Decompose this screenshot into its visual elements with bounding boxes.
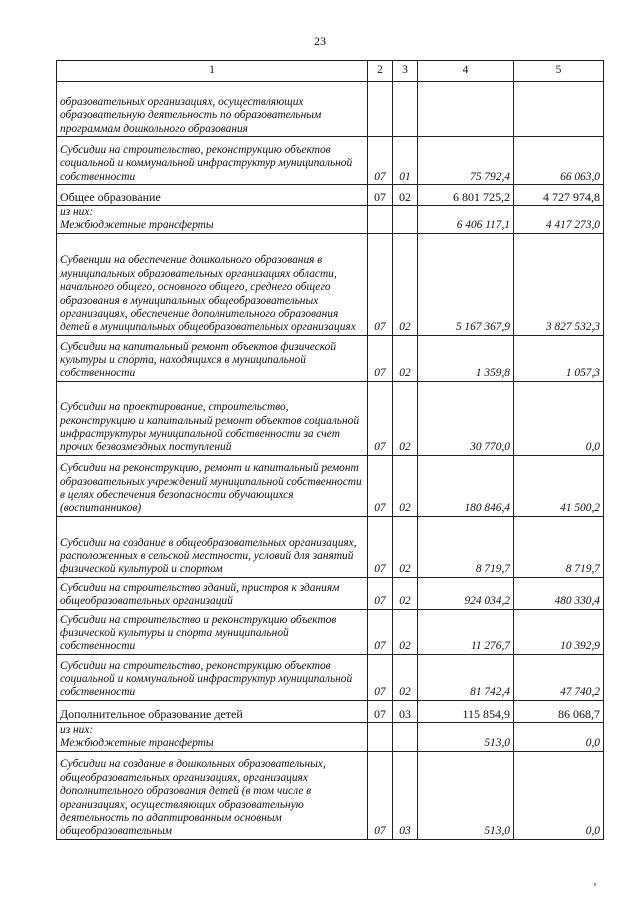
row-name: образовательных организациях, осуществляющих образовательную деятельность по образовательным программам дошкольного образования bbox=[57, 82, 368, 137]
table-row bbox=[57, 335, 604, 381]
row-name: Субсидии на создание в общеобразовательных организациях, расположенных в сельской местности, условий для занятий физической культурой и спортом bbox=[57, 516, 368, 577]
row-subsection bbox=[393, 722, 418, 751]
row-name: Субсидии на создание в дошкольных образовательных, общеобразовательных организациях, организациях дополнительного образования детей (в том числе в организациях, осуществляющих образовательную деятельность по адаптированным основным общеобразовательным bbox=[57, 751, 368, 839]
row-section: 07 bbox=[368, 577, 393, 609]
row-subsection bbox=[393, 82, 418, 137]
row-subsection: 01 bbox=[393, 137, 418, 185]
row-section: 07 bbox=[368, 516, 393, 577]
row-value-col4: 513,0 bbox=[418, 722, 514, 751]
row-name: Субсидии на строительство, реконструкцию объектов социальной и коммунальной инфраструктур муниципальной собственности bbox=[57, 137, 368, 185]
row-subsection: 02 bbox=[393, 577, 418, 609]
table-row bbox=[57, 206, 604, 234]
table-row bbox=[57, 233, 604, 335]
row-value-col4: 924 034,2 bbox=[418, 577, 514, 609]
row-value-col5: 4 417 273,0 bbox=[514, 206, 604, 234]
row-subsection: 02 bbox=[393, 185, 418, 206]
row-subsection bbox=[393, 206, 418, 234]
row-name: Субсидии на проектирование, строительство, реконструкцию и капитальный ремонт объектов социальной инфраструктуры муниципальной собственности за счет прочих безвозмездных поступлений bbox=[57, 381, 368, 455]
row-value-col4: 115 854,9 bbox=[418, 700, 514, 722]
row-name-prefix: из них: bbox=[60, 206, 94, 218]
row-section: 07 bbox=[368, 233, 393, 335]
row-section: 07 bbox=[368, 381, 393, 455]
page-number: 23 bbox=[314, 34, 326, 48]
row-subsection: 02 bbox=[393, 233, 418, 335]
table-row-section bbox=[57, 700, 604, 722]
header-col-2: 2 bbox=[368, 61, 393, 82]
row-value-col5: 3 827 532,3 bbox=[514, 233, 604, 335]
row-value-col4: 11 276,7 bbox=[418, 609, 514, 654]
row-name: Дополнительное образование детей bbox=[57, 700, 368, 722]
table-row bbox=[57, 516, 604, 577]
row-value-col5: 8 719,7 bbox=[514, 516, 604, 577]
row-name: Субсидии на капитальный ремонт объектов физической культуры и спорта, находящихся в муниципальной собственности bbox=[57, 335, 368, 381]
row-value-col4: 81 742,4 bbox=[418, 654, 514, 700]
table-row bbox=[57, 577, 604, 609]
table-row bbox=[57, 137, 604, 185]
row-name-main: Межбюджетные трансферты bbox=[60, 219, 214, 232]
row-value-col4: 5 167 367,9 bbox=[418, 233, 514, 335]
row-value-col5: 0,0 bbox=[514, 381, 604, 455]
header-col-5: 5 bbox=[514, 61, 604, 82]
row-value-col5: 47 740,2 bbox=[514, 654, 604, 700]
row-name bbox=[57, 722, 368, 751]
row-value-col4: 6 406 117,1 bbox=[418, 206, 514, 234]
table-row bbox=[57, 609, 604, 654]
row-value-col4: 8 719,7 bbox=[418, 516, 514, 577]
row-section: 07 bbox=[368, 751, 393, 839]
row-section: 07 bbox=[368, 609, 393, 654]
row-value-col4: 30 770,0 bbox=[418, 381, 514, 455]
row-section: 07 bbox=[368, 654, 393, 700]
row-name bbox=[57, 206, 368, 234]
row-value-col4: 75 792,4 bbox=[418, 137, 514, 185]
row-subsection: 02 bbox=[393, 455, 418, 516]
row-value-col5: 66 063,0 bbox=[514, 137, 604, 185]
row-value-col5: 41 500,2 bbox=[514, 455, 604, 516]
row-subsection: 03 bbox=[393, 751, 418, 839]
row-section: 07 bbox=[368, 700, 393, 722]
row-subsection: 02 bbox=[393, 381, 418, 455]
row-value-col4: 513,0 bbox=[418, 751, 514, 839]
row-section bbox=[368, 82, 393, 137]
row-name: Субвенции на обеспечение дошкольного образования в муниципальных образовательных организациях области, начального общего, основного общего, среднего общего образования в муниципальных общеобразовательных организациях, обеспечение дополнительного образования детей в муниципальных общеобразовательных организациях bbox=[57, 233, 368, 335]
header-col-1: 1 bbox=[57, 61, 368, 82]
row-value-col5: 480 330,4 bbox=[514, 577, 604, 609]
row-value-col4: 6 801 725,2 bbox=[418, 185, 514, 206]
row-name: Субсидии на строительство зданий, пристроя к зданиям общеобразовательных организаций bbox=[57, 577, 368, 609]
row-section: 07 bbox=[368, 455, 393, 516]
row-section bbox=[368, 206, 393, 234]
scan-mark bbox=[594, 883, 596, 886]
table-row bbox=[57, 722, 604, 751]
row-subsection: 03 bbox=[393, 700, 418, 722]
row-section: 07 bbox=[368, 137, 393, 185]
row-value-col4: 1 359,8 bbox=[418, 335, 514, 381]
row-name: Субсидии на строительство, реконструкцию объектов социальной и коммунальной инфраструктур муниципальной собственности bbox=[57, 654, 368, 700]
table-row bbox=[57, 381, 604, 455]
row-name: Общее образование bbox=[57, 185, 368, 206]
row-subsection: 02 bbox=[393, 516, 418, 577]
table-row bbox=[57, 654, 604, 700]
row-section: 07 bbox=[368, 335, 393, 381]
row-value-col5 bbox=[514, 82, 604, 137]
row-subsection: 02 bbox=[393, 609, 418, 654]
row-section: 07 bbox=[368, 185, 393, 206]
row-value-col4 bbox=[418, 82, 514, 137]
row-name-main: Межбюджетные трансферты bbox=[60, 737, 214, 750]
row-name-prefix: из них: bbox=[60, 724, 94, 736]
row-value-col5: 86 068,7 bbox=[514, 700, 604, 722]
row-name: Субсидии на реконструкцию, ремонт и капитальный ремонт образовательных учреждений муниципальной собственности в целях обеспечения безопасности обучающихся (воспитанников) bbox=[57, 455, 368, 516]
table-row bbox=[57, 751, 604, 839]
row-value-col5: 4 727 974,8 bbox=[514, 185, 604, 206]
row-value-col4: 180 846,4 bbox=[418, 455, 514, 516]
row-value-col5: 0,0 bbox=[514, 751, 604, 839]
row-value-col5: 1 057,3 bbox=[514, 335, 604, 381]
row-value-col5: 0,0 bbox=[514, 722, 604, 751]
table-row bbox=[57, 82, 604, 137]
row-name: Субсидии на строительство и реконструкцию объектов физической культуры и спорта муниципальной собственности bbox=[57, 609, 368, 654]
row-value-col5: 10 392,9 bbox=[514, 609, 604, 654]
budget-table bbox=[56, 60, 604, 840]
row-subsection: 02 bbox=[393, 335, 418, 381]
header-col-3: 3 bbox=[393, 61, 418, 82]
row-subsection: 02 bbox=[393, 654, 418, 700]
table-row-section bbox=[57, 185, 604, 206]
table-row bbox=[57, 455, 604, 516]
table-header-row bbox=[57, 61, 604, 82]
row-section bbox=[368, 722, 393, 751]
header-col-4: 4 bbox=[418, 61, 514, 82]
